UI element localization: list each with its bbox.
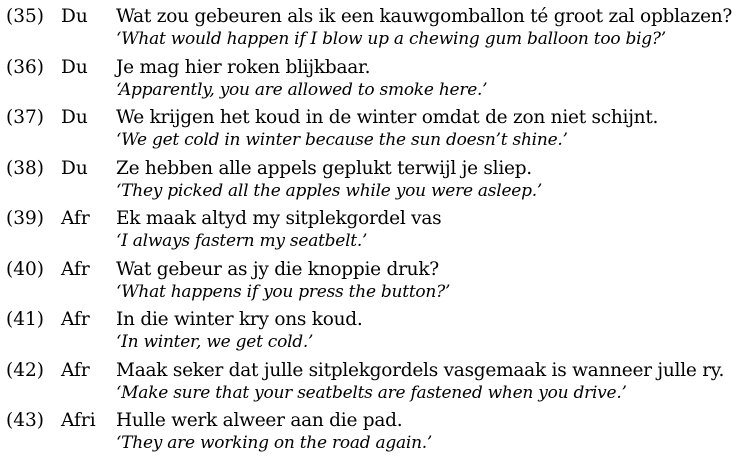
example-number: (40): [6, 258, 44, 280]
english-translation: ‘They are working on the road again.’: [116, 433, 433, 453]
english-translation: ‘In winter, we get cold.’: [116, 332, 314, 352]
language-label: Du: [61, 107, 88, 128]
english-translation: ‘Apparently, you are allowed to smoke here.’: [116, 79, 488, 100]
source-sentence: In die winter kry ons koud.: [116, 309, 363, 330]
example-number: (37): [6, 107, 44, 128]
example-number: (36): [6, 56, 44, 78]
example-number: (38): [6, 157, 44, 179]
language-label: Afri: [61, 410, 96, 431]
source-sentence: Ze hebben alle appels geplukt terwijl je sliep.: [116, 157, 532, 179]
source-sentence: Wat gebeur as jy die knoppie druk?: [116, 258, 439, 280]
example-41: [0, 303, 736, 354]
source-sentence: Maak seker dat julle sitplekgordels vasgemaak is wanneer julle ry.: [116, 359, 725, 381]
english-translation: ‘What would happen if I blow up a chewing gum balloon too big?’: [116, 29, 666, 49]
example-40: [0, 253, 736, 304]
english-translation: ‘We get cold in winter because the sun doesn’t shine.’: [116, 130, 568, 150]
source-sentence: We krijgen het koud in de winter omdat de zon niet schijnt.: [116, 107, 659, 128]
example-number: (35): [6, 6, 44, 27]
example-36: [0, 51, 736, 102]
language-label: Du: [61, 56, 88, 78]
example-38: [0, 152, 736, 203]
example-35: [0, 0, 736, 51]
example-42: [0, 354, 736, 405]
example-number: (41): [6, 309, 44, 330]
source-sentence: Hulle werk alweer aan die pad.: [116, 410, 403, 431]
language-label: Afr: [61, 309, 90, 330]
example-number: (43): [6, 410, 44, 431]
language-label: Afr: [61, 208, 90, 229]
language-label: Afr: [61, 359, 90, 381]
example-number: (42): [6, 359, 44, 381]
source-sentence: Ek maak altyd my sitplekgordel vas: [116, 208, 442, 229]
example-37: [0, 101, 736, 152]
source-sentence: Je mag hier roken blijkbaar.: [116, 56, 371, 78]
language-label: Afr: [61, 258, 90, 280]
language-label: Du: [61, 157, 88, 179]
english-translation: ‘I always fastern my seatbelt.’: [116, 231, 368, 251]
english-translation: ‘They picked all the apples while you were asleep.’: [116, 180, 543, 201]
source-sentence: Wat zou gebeuren als ik een kauwgomballon té groot zal opblazen?: [116, 6, 733, 27]
example-43: [0, 404, 736, 455]
example-number: (39): [6, 208, 44, 229]
english-translation: ‘What happens if you press the button?’: [116, 281, 451, 302]
language-label: Du: [61, 6, 88, 27]
english-translation: ‘Make sure that your seatbelts are fastened when you drive.’: [116, 382, 627, 403]
example-39: [0, 202, 736, 253]
